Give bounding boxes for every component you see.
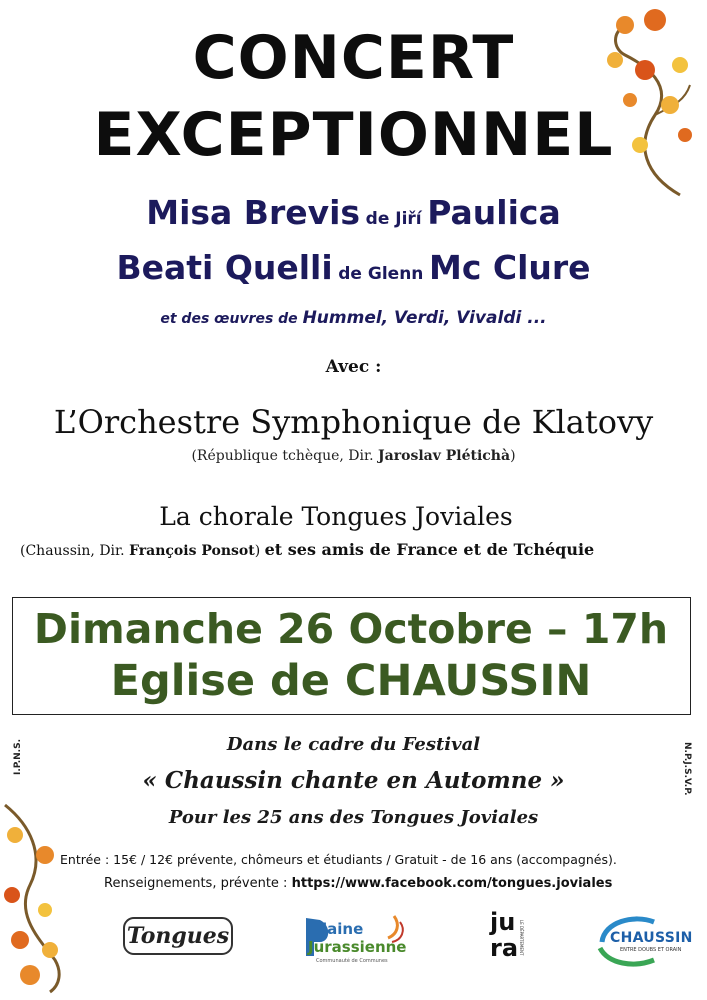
orchestra-detail-prefix: (République tchèque, Dir. — [191, 448, 374, 464]
event-date: Dimanche 26 Octobre – 17h — [33, 605, 669, 653]
orchestra-director: Jaroslav Plétichà — [378, 448, 511, 464]
side-text-right: N.P.J.S.V.P. — [682, 742, 692, 796]
jura-bottom: ra — [490, 934, 519, 962]
plaine-line-3: Communauté de Communes — [316, 958, 388, 964]
plaine-line-2: Jurassienne — [308, 938, 407, 956]
plaine-jurassienne-logo — [302, 912, 410, 970]
jura-side: LE DÉPARTEMENT — [519, 920, 524, 956]
jura-logo — [488, 910, 533, 968]
work-beati-quelli — [0, 248, 707, 287]
other-works-composers: Hummel, Verdi, Vivaldi ... — [302, 308, 547, 328]
work-title: Beati Quelli — [116, 248, 333, 287]
event-venue: Eglise de CHAUSSIN — [110, 656, 592, 706]
work-composer: Paulica — [427, 193, 561, 232]
festival-line-3: Pour les 25 ans des Tongues Joviales — [168, 807, 539, 828]
choir-name: La chorale Tongues Joviales — [159, 502, 513, 531]
title-line-1: CONCERT — [192, 23, 515, 93]
work-misa-brevis — [0, 193, 707, 232]
choir-director: François Ponsot — [129, 543, 255, 559]
choir-detail-prefix: (Chaussin, Dir. — [20, 543, 125, 559]
tongues-logo-text: Tongues — [126, 923, 230, 949]
autumn-vine-bottom-left — [0, 800, 70, 995]
work-de: de Jiří — [365, 209, 422, 229]
choir-detail-suffix: ) — [254, 543, 261, 559]
choir-detail — [20, 540, 700, 559]
chaussin-name: CHAUSSIN — [610, 930, 693, 946]
orchestra-name: L’Orchestre Symphonique de Klatovy — [53, 403, 654, 441]
chaussin-tagline: ENTRE DOUBS ET ORAIN — [620, 947, 682, 953]
orchestra-detail-suffix: ) — [510, 448, 516, 464]
orchestra-detail — [0, 448, 707, 464]
work-title: Misa Brevis — [146, 193, 361, 232]
festival-line-2: « Chaussin chante en Automne » — [142, 767, 565, 794]
chaussin-logo — [594, 912, 692, 970]
tongues-logo — [122, 912, 234, 960]
info-label: Renseignements, prévente : — [104, 876, 288, 891]
side-text-left: I.P.N.S. — [13, 739, 23, 775]
plaine-line-1: laine — [322, 920, 364, 938]
avec-label: Avec : — [325, 357, 382, 377]
facebook-link[interactable]: https://www.facebook.com/tongues.joviales — [291, 876, 613, 891]
other-works — [0, 308, 707, 328]
festival-line-1: Dans le cadre du Festival — [226, 734, 481, 755]
jura-top: ju — [490, 908, 516, 936]
title-line-2: EXCEPTIONNEL — [93, 100, 614, 170]
info-line — [104, 876, 704, 891]
entry-prices: Entrée : 15€ / 12€ prévente, chômeurs et étudiants / Gratuit - de 16 ans (accompagnés). — [60, 852, 617, 867]
work-de: de Glenn — [338, 264, 424, 284]
choir-friends: et ses amis de France et de Tchéquie — [264, 540, 595, 559]
event-box — [12, 597, 691, 715]
work-composer: Mc Clure — [428, 248, 591, 287]
other-works-prefix: et des œuvres de — [160, 311, 298, 327]
